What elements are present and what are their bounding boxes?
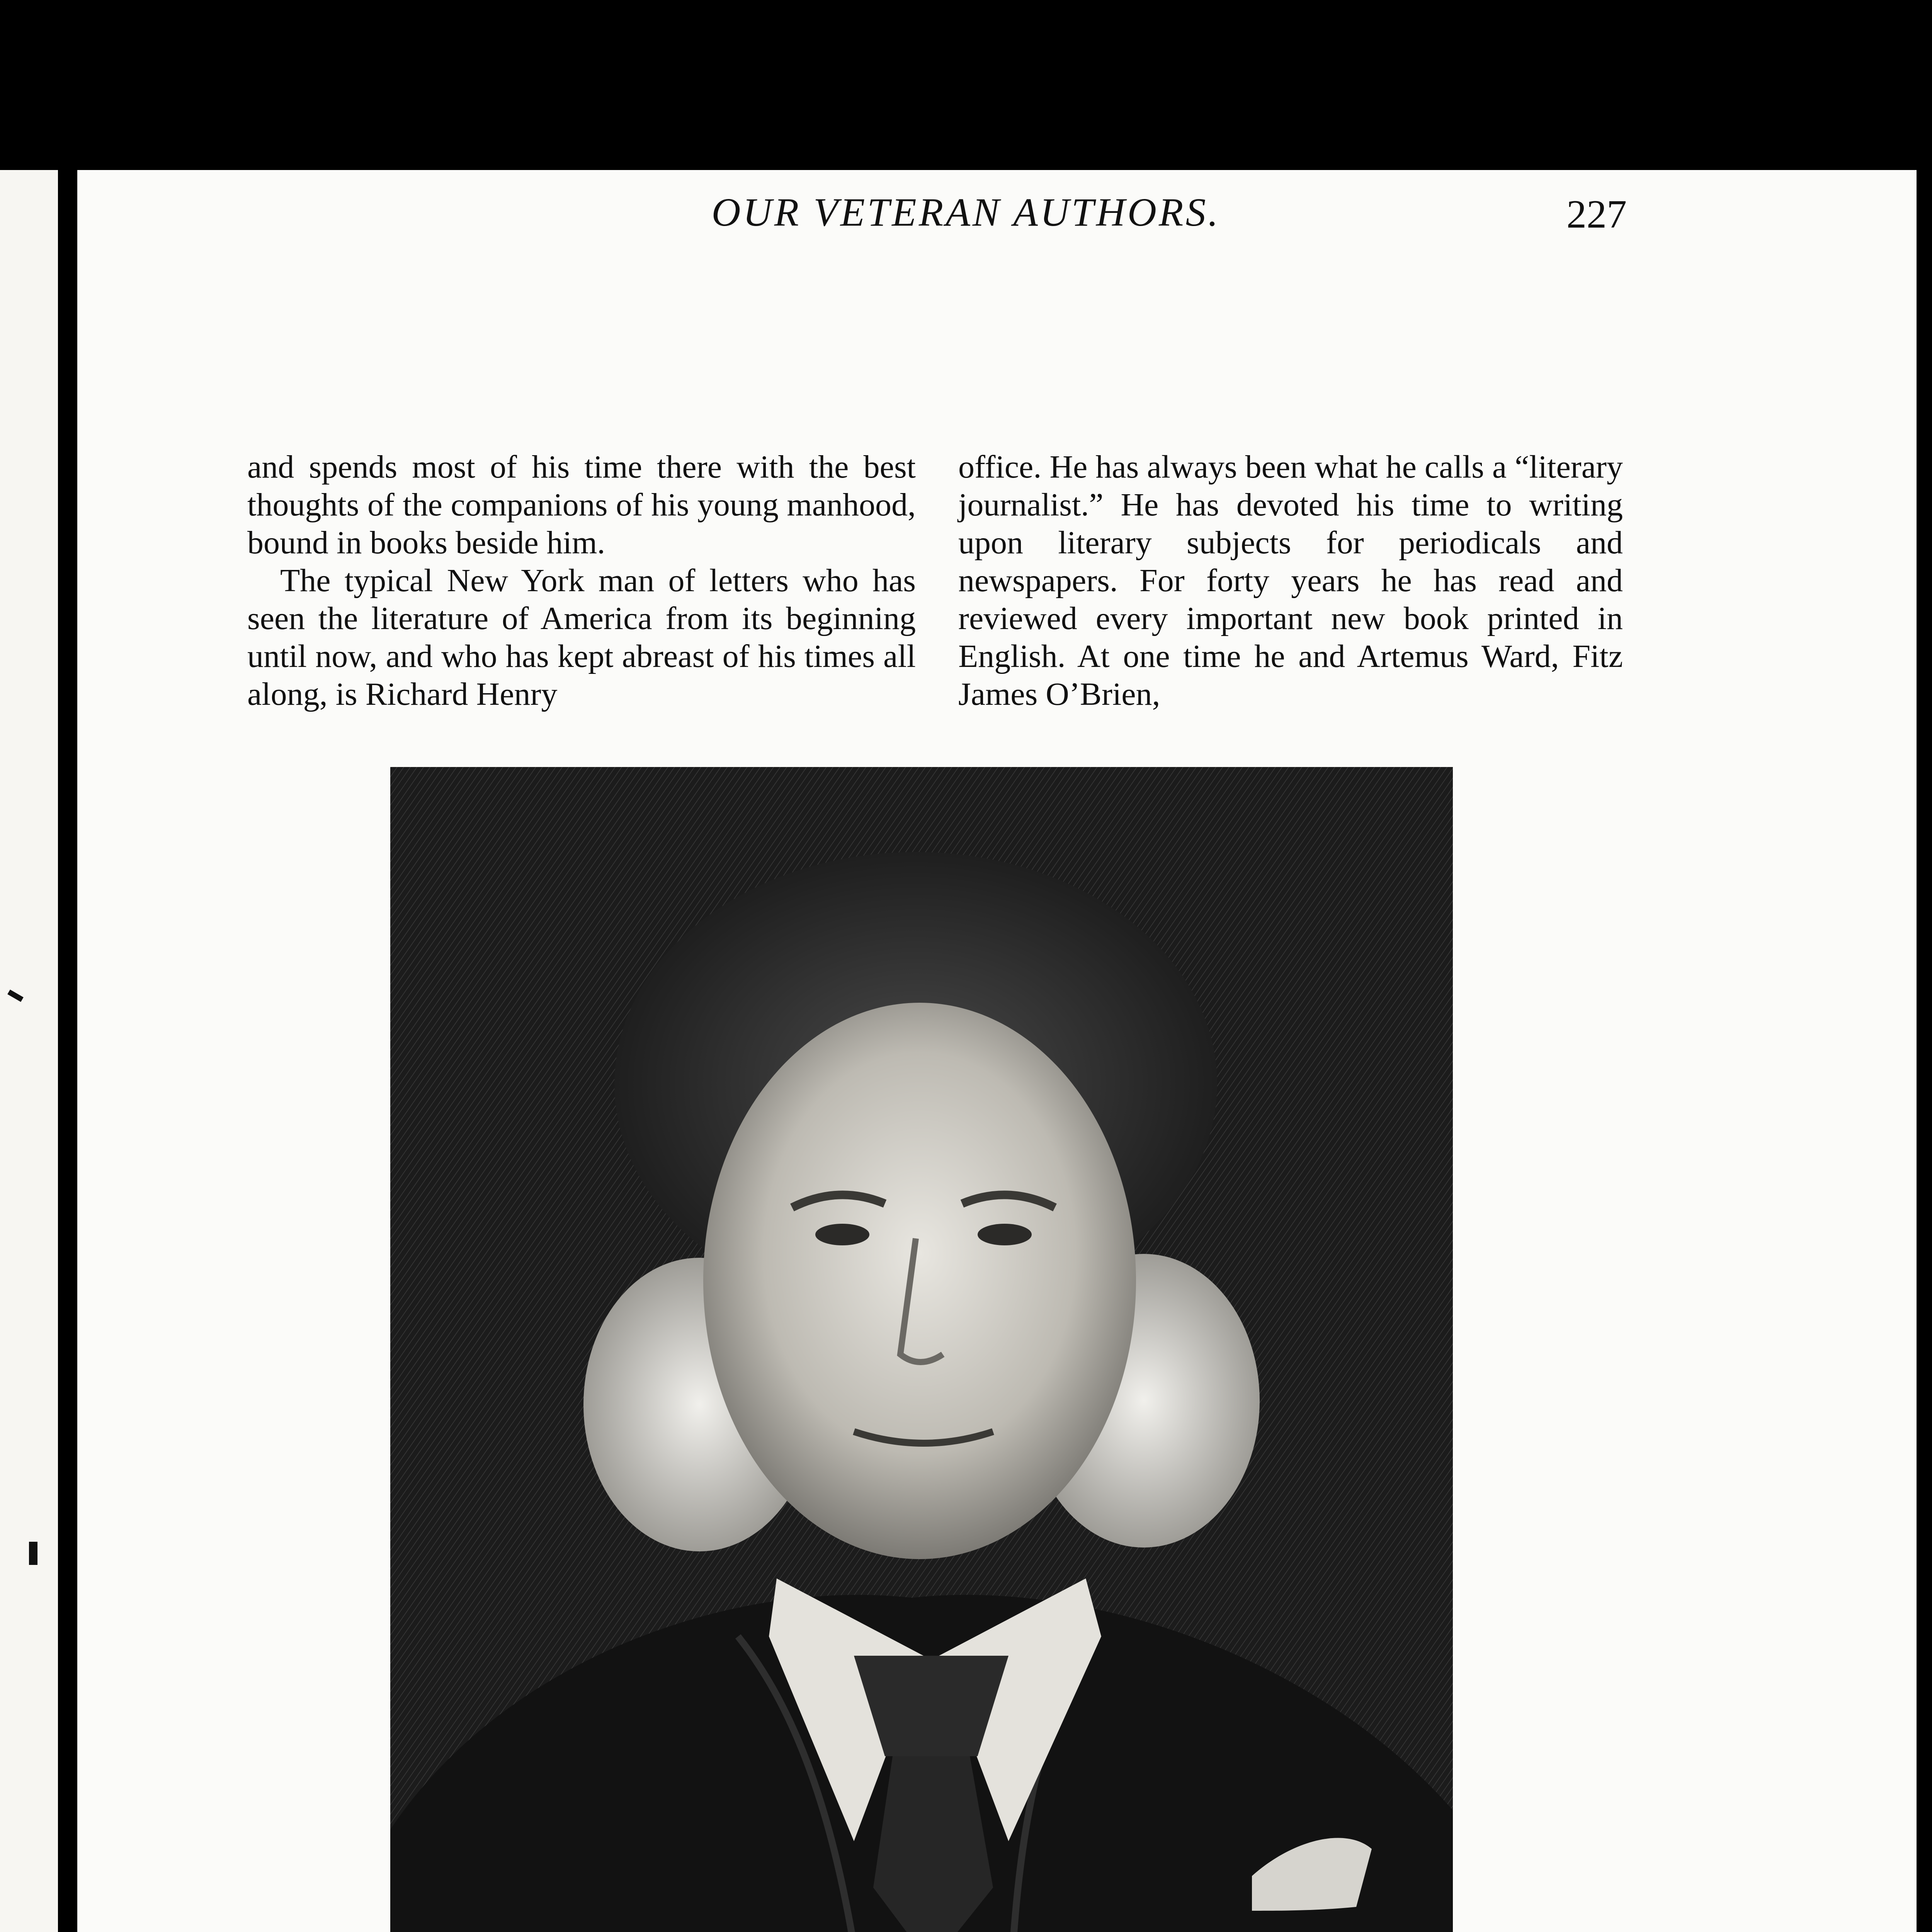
top-left-column bbox=[247, 448, 916, 713]
paragraph: The typical New York man of letters who has seen the literature of America from its beginning until now, and who has kept abreast of his times all along, is Richard Henry bbox=[247, 563, 916, 712]
paragraph: and spends most of his time there with the best thoughts of the companions of his young manhood, bound in books beside him. bbox=[247, 449, 916, 561]
gutter-shadow bbox=[62, 155, 70, 1932]
top-right-column bbox=[958, 448, 1623, 713]
paragraph: office. He has always been what he calls a “literary journalist.” He has devoted his time to writing upon literary subjects for periodicals and newspapers. For forty years he has read and reviewed every important new book printed in English. At one time he and Artemus Ward, Fitz James O’Brien, bbox=[958, 449, 1623, 712]
running-title: OUR VETERAN AUTHORS. bbox=[711, 190, 1221, 235]
page-number: 227 bbox=[1566, 192, 1627, 236]
margin-mark bbox=[29, 1542, 37, 1565]
left-page-edge bbox=[0, 170, 58, 1932]
portrait-engraving bbox=[390, 767, 1453, 1932]
